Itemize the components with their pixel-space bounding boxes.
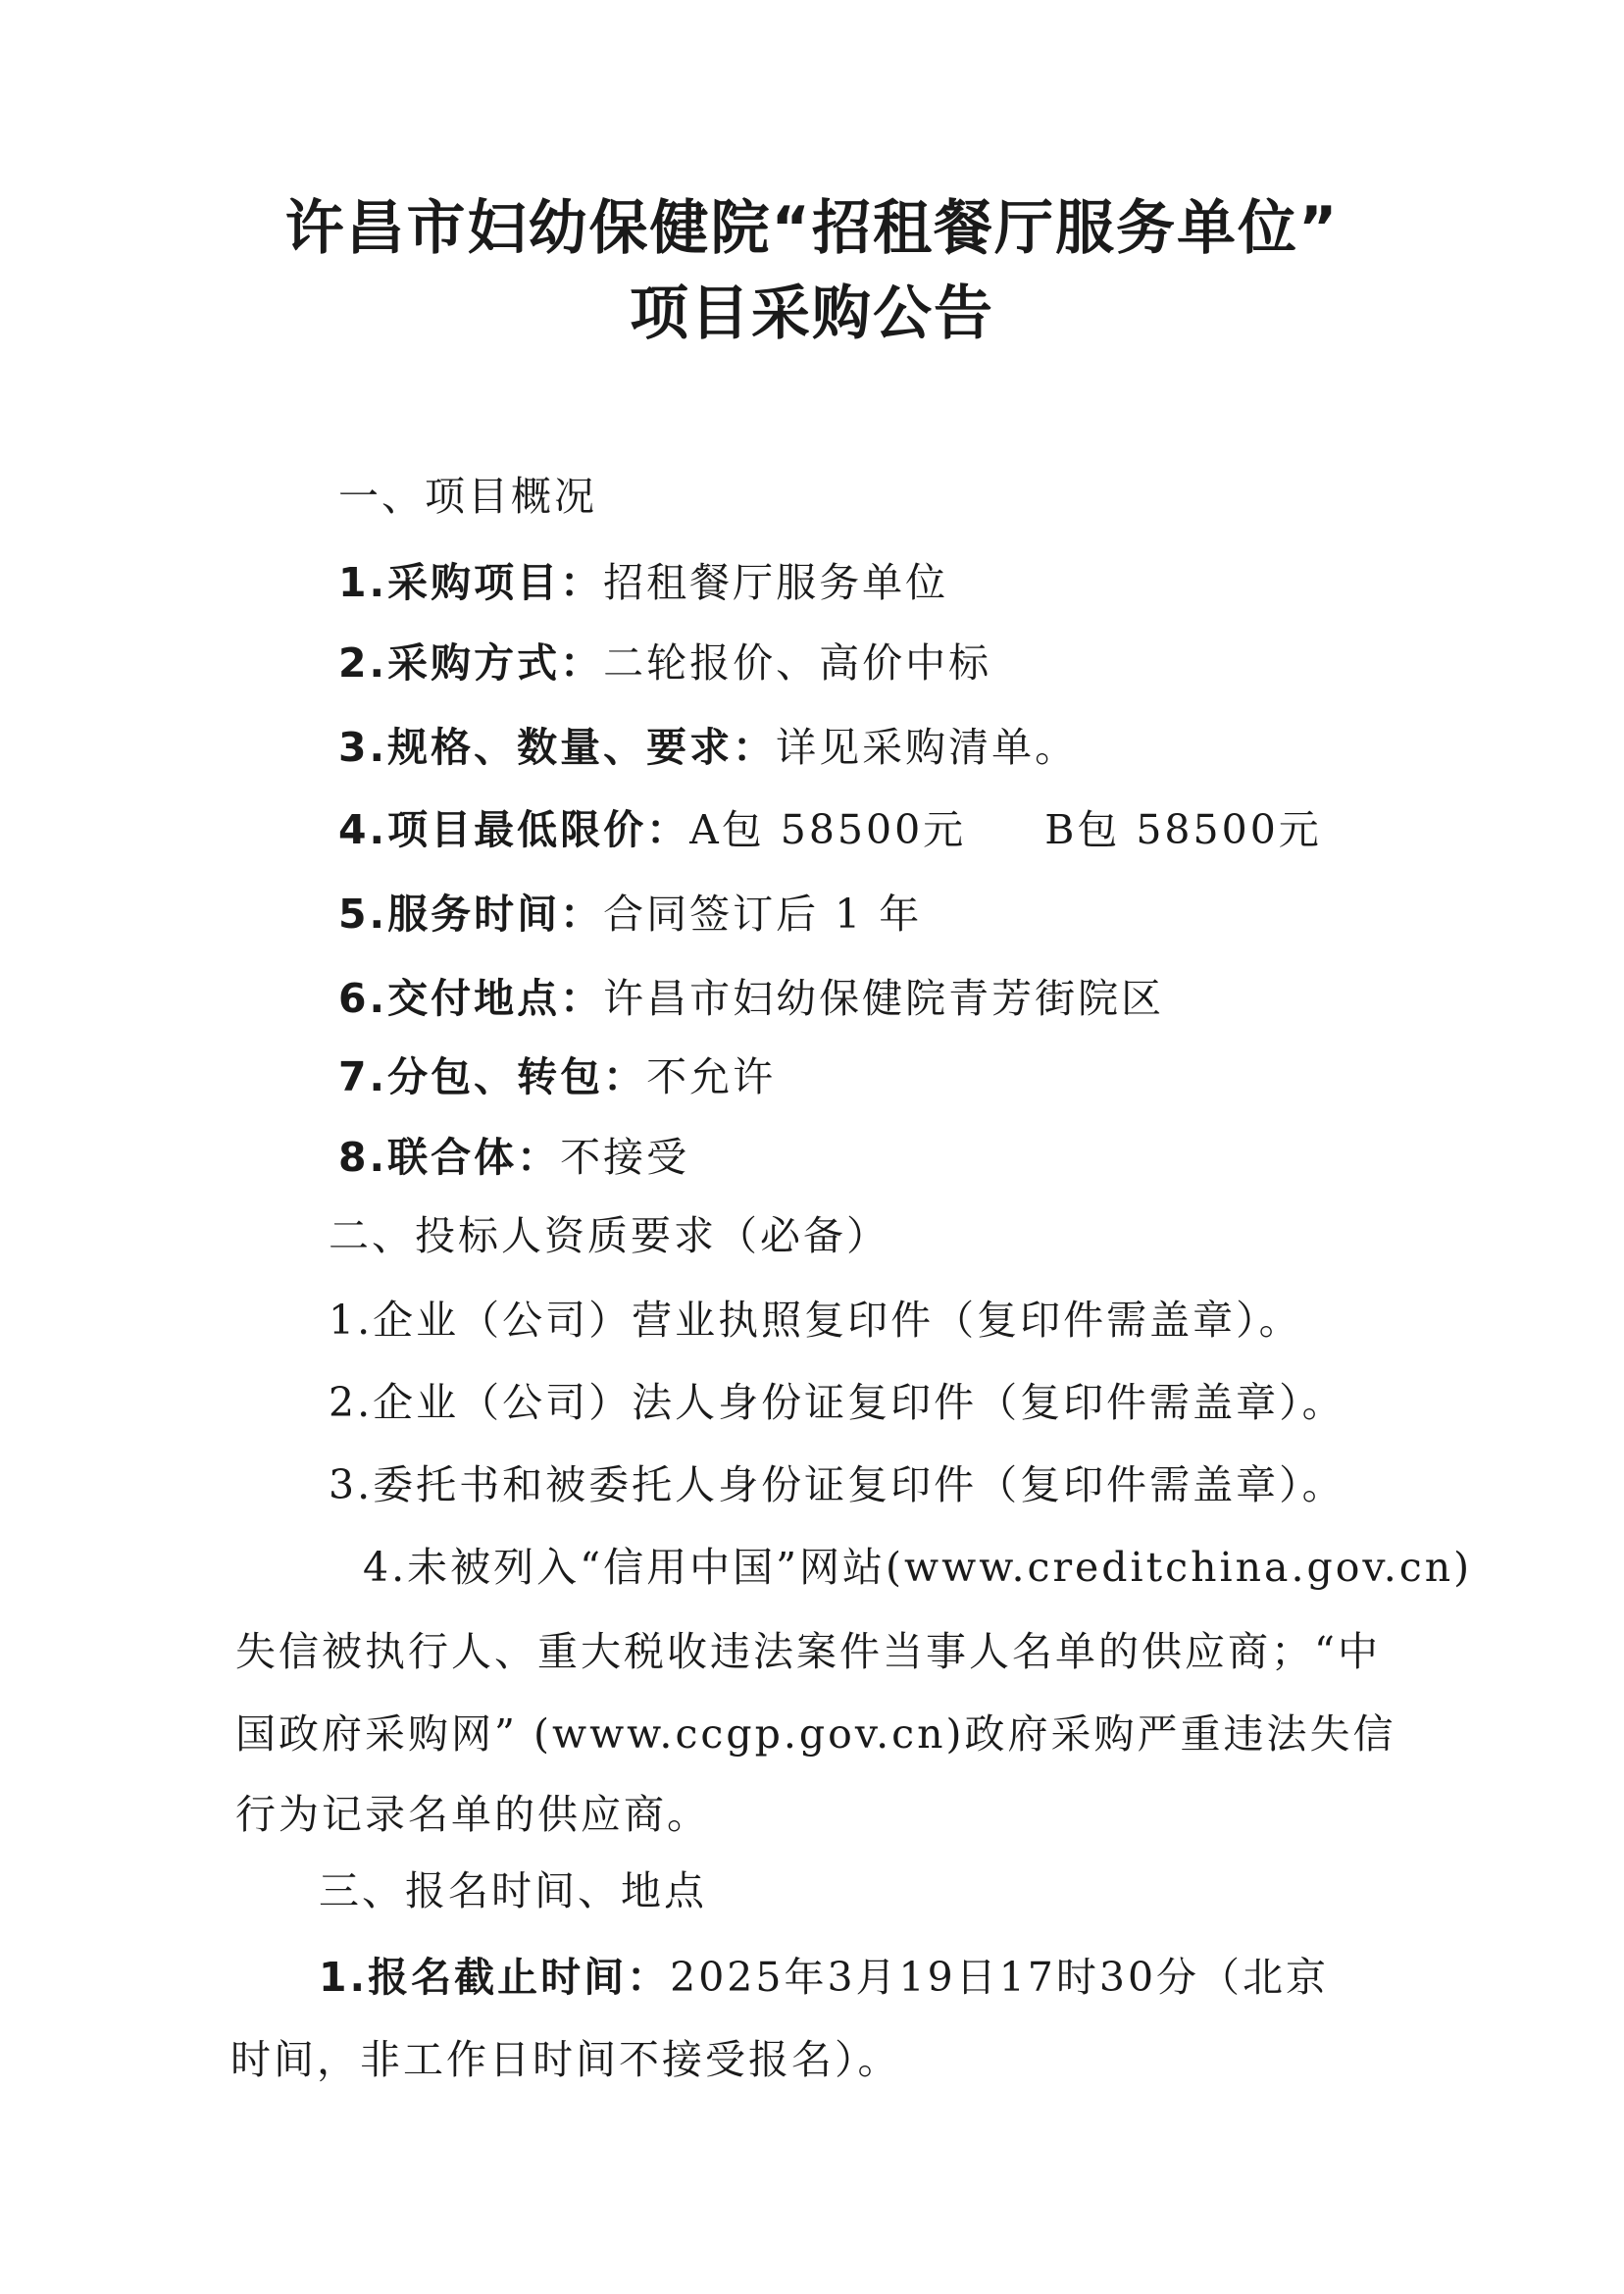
item-value: 详见采购清单。 — [776, 724, 1079, 771]
item-minimum-price — [338, 806, 1322, 853]
item-value: 招租餐厅服务单位 — [603, 559, 949, 606]
item-value: 许昌市妇幼保健院青芳街院区 — [603, 975, 1165, 1022]
item-delivery-location — [338, 975, 1165, 1022]
item-value: 2025年3月19日17时30分（北京 — [670, 1954, 1330, 2001]
qualification-item: 2.企业（公司）法人身份证复印件（复印件需盖章）。 — [329, 1379, 1345, 1426]
document-title-line1: 许昌市妇幼保健院“招租餐厅服务单位” — [284, 194, 1340, 263]
price-package-a: A包 58500元 — [689, 806, 967, 853]
registration-deadline-continued: 时间，非工作日时间不接受报名）。 — [230, 2036, 901, 2083]
item-value: 不允许 — [646, 1053, 777, 1100]
item-label: 2.采购方式： — [338, 639, 604, 687]
item-label: 4.项目最低限价： — [338, 806, 690, 853]
document-title-line2: 项目采购公告 — [630, 280, 994, 348]
item-value: 合同签订后 1 年 — [603, 891, 923, 938]
price-package-b: B包 58500元 — [1044, 806, 1322, 853]
qualification-item-4-line: 行为记录名单的供应商。 — [235, 1791, 710, 1838]
qualification-item-4-line: 国政府采购网” (www.ccgp.gov.cn)政府采购严重违法失信 — [235, 1710, 1396, 1758]
item-procurement-project — [338, 559, 949, 606]
item-label: 7.分包、转包： — [338, 1053, 647, 1100]
section3-heading: 三、报名时间、地点 — [319, 1867, 707, 1914]
qualification-item: 1.企业（公司）营业执照复印件（复印件需盖章）。 — [329, 1297, 1302, 1344]
item-label: 3.规格、数量、要求： — [338, 724, 777, 771]
item-consortium — [338, 1134, 690, 1181]
item-value: 不接受 — [560, 1134, 690, 1181]
qualification-item-4-line: 失信被执行人、重大税收违法案件当事人名单的供应商；“中 — [235, 1628, 1381, 1675]
section1-heading: 一、项目概况 — [338, 473, 597, 520]
qualification-item: 3.委托书和被委托人身份证复印件（复印件需盖章）。 — [329, 1461, 1345, 1508]
item-label: 1.报名截止时间： — [319, 1954, 671, 2001]
item-specification — [338, 724, 1079, 771]
section2-heading: 二、投标人资质要求（必备） — [329, 1212, 889, 1259]
item-procurement-method — [338, 639, 992, 687]
item-label: 1.采购项目： — [338, 559, 604, 606]
item-label: 5.服务时间： — [338, 891, 604, 938]
registration-deadline — [319, 1954, 1330, 2001]
item-value: 二轮报价、高价中标 — [603, 639, 992, 687]
item-label: 6.交付地点： — [338, 975, 604, 1022]
qualification-item-4-line: 4.未被列入“信用中国”网站(www.creditchina.gov.cn) — [363, 1544, 1473, 1591]
item-subcontracting — [338, 1053, 777, 1100]
item-label: 8.联合体： — [338, 1134, 561, 1181]
item-service-time — [338, 891, 923, 938]
